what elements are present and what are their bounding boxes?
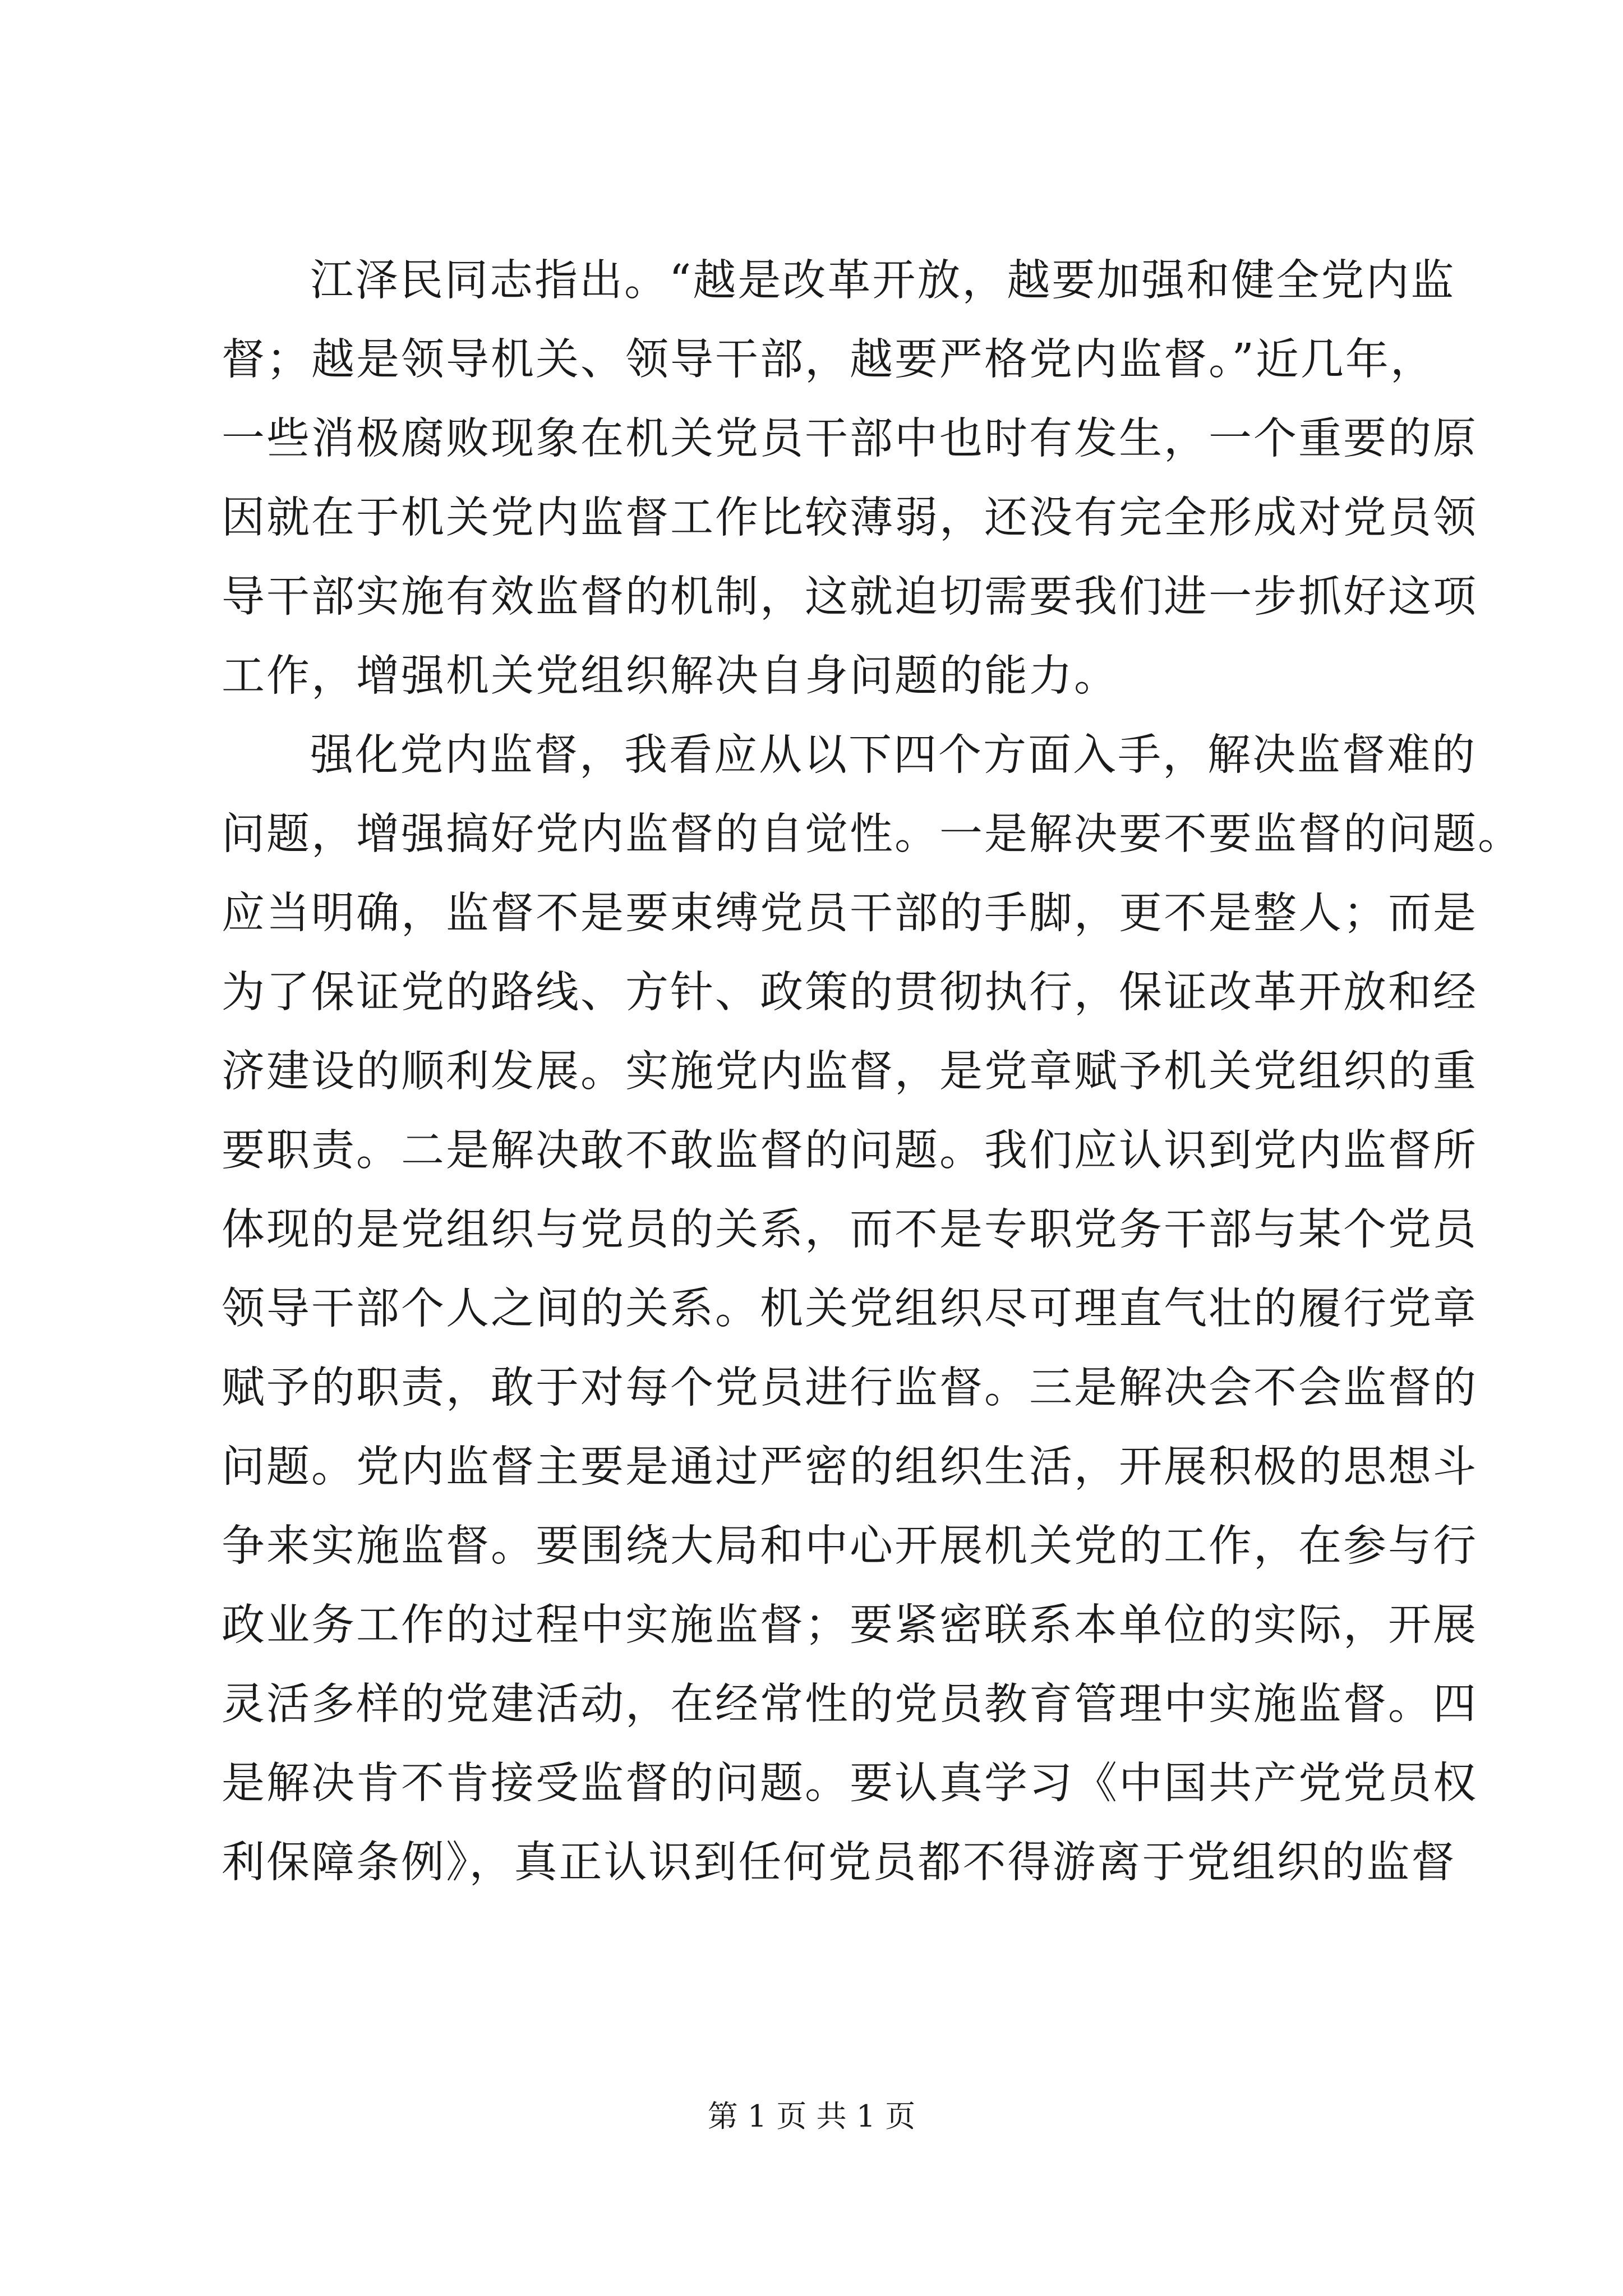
paragraph-2-line-8: 领导干部个人之间的关系。机关党组织尽可理直气壮的履行党章	[222, 1284, 1478, 1334]
paragraph-1-line-1: 江泽民同志指出。“越是改革开放，越要加强和健全党内监	[310, 256, 1456, 306]
paragraph-2-line-2: 问题，增强搞好党内监督的自觉性。一是解决要不要监督的问题。	[222, 809, 1523, 859]
paragraph-2-line-10: 问题。党内监督主要是通过严密的组织生活，开展积极的思想斗	[222, 1442, 1478, 1492]
document-body	[222, 241, 1523, 1902]
paragraph-1-line-3: 一些消极腐败现象在机关党员干部中也时有发生，一个重要的原	[222, 414, 1478, 464]
paragraph-2-line-11: 争来实施监督。要围绕大局和中心开展机关党的工作，在参与行	[222, 1521, 1478, 1571]
paragraph-1-line-6: 工作，增强机关党组织解决自身问题的能力。	[222, 651, 1119, 701]
paragraph-2-line-3: 应当明确，监督不是要束缚党员干部的手脚，更不是整人；而是	[222, 889, 1478, 938]
page-number-footer: 第 1 页 共 1 页	[707, 2099, 916, 2134]
paragraph-2-line-4: 为了保证党的路线、方针、政策的贯彻执行，保证改革开放和经	[222, 968, 1478, 1018]
paragraph-1-line-2: 督；越是领导机关、领导干部，越要严格党内监督。”近几年，	[222, 335, 1435, 385]
paragraph-2-line-14: 是解决肯不肯接受监督的问题。要认真学习《中国共产党党员权	[222, 1759, 1478, 1809]
paragraph-2-line-7: 体现的是党组织与党员的关系，而不是专职党务干部与某个党员	[222, 1205, 1478, 1255]
paragraph-1-line-4: 因就在于机关党内监督工作比较薄弱，还没有完全形成对党员领	[222, 493, 1478, 543]
paragraph-2-line-12: 政业务工作的过程中实施监督；要紧密联系本单位的实际，开展	[222, 1600, 1478, 1650]
paragraph-2-line-1: 强化党内监督，我看应从以下四个方面入手，解决监督难的	[310, 730, 1477, 780]
paragraph-1-line-5: 导干部实施有效监督的机制，这就迫切需要我们进一步抓好这项	[222, 572, 1478, 622]
paragraph-2-line-5: 济建设的顺利发展。实施党内监督，是党章赋予机关党组织的重	[222, 1047, 1478, 1097]
paragraph-2-line-6: 要职责。二是解决敢不敢监督的问题。我们应认识到党内监督所	[222, 1126, 1478, 1176]
paragraph-2-line-15: 利保障条例》，真正认识到任何党员都不得游离于党组织的监督	[222, 1838, 1456, 1888]
paragraph-2-line-9: 赋予的职责，敢于对每个党员进行监督。三是解决会不会监督的	[222, 1363, 1478, 1413]
paragraph-2-line-13: 灵活多样的党建活动，在经常性的党员教育管理中实施监督。四	[222, 1680, 1478, 1729]
